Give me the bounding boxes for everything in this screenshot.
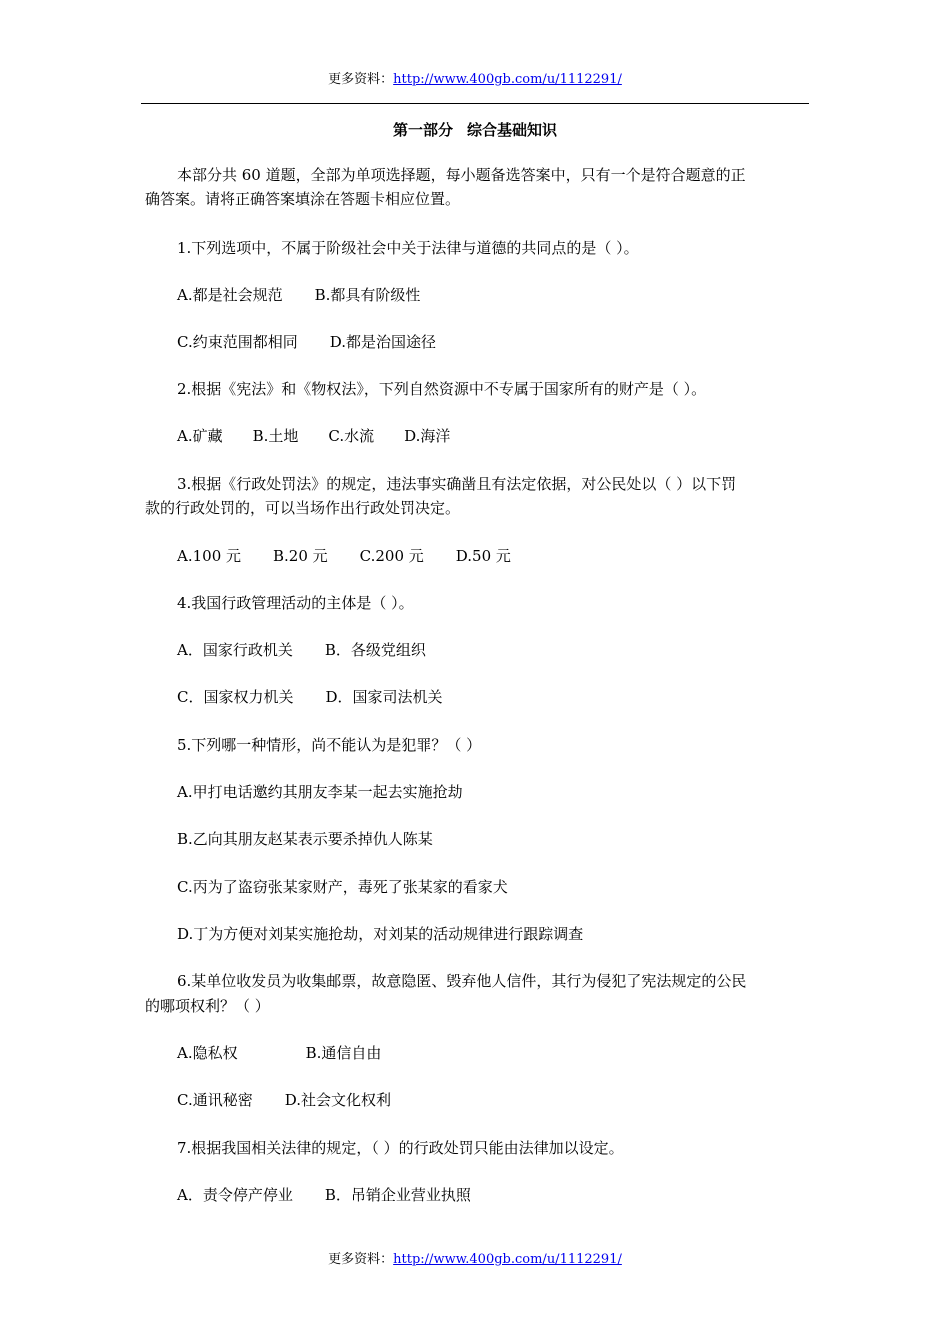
option: B．吊销企业营业执照 <box>324 1186 471 1204</box>
section-title <box>0 119 950 140</box>
question-stem: 2.根据《宪法》和《物权法》，下列自然资源中不专属于国家所有的财产是（ ）。 <box>177 380 707 398</box>
option-line <box>177 425 809 446</box>
header-link[interactable]: http://www.400gb.com/u/1112291/ <box>393 72 622 87</box>
option-line: A.甲打电话邀约其朋友李某一起去实施抢劫 <box>177 783 463 801</box>
header-label: 更多资料： <box>328 72 394 87</box>
section-part: 第一部分 <box>392 121 453 139</box>
question-stem: 1.下列选项中，不属于阶级社会中关于法律与道德的共同点的是（ ）。 <box>177 239 639 257</box>
question-stem: 4.我国行政管理活动的主体是（ ）。 <box>177 594 414 612</box>
option-line <box>177 331 809 352</box>
option: D.海洋 <box>404 427 451 445</box>
option: C.约束范围都相同 <box>177 333 298 351</box>
question-stem: 款的行政处罚的，可以当场作出行政处罚决定。 <box>145 499 461 517</box>
option-line <box>177 545 809 566</box>
intro-line: 确答案。请将正确答案填涂在答题卡相应位置。 <box>145 190 461 208</box>
section-name: 综合基础知识 <box>467 121 558 139</box>
question-stem: 7.根据我国相关法律的规定，（ ）的行政处罚只能由法律加以设定。 <box>177 1139 624 1157</box>
option: A．国家行政机关 <box>177 641 293 659</box>
option: D.都是治国途径 <box>329 333 436 351</box>
footer-link[interactable]: http://www.400gb.com/u/1112291/ <box>393 1252 622 1267</box>
option: A.都是社会规范 <box>177 286 283 304</box>
option-line <box>177 284 809 305</box>
option-line <box>177 639 809 660</box>
intro-line: 本部分共 60 道题，全部为单项选择题，每小题备选答案中，只有一个是符合题意的正 <box>177 166 746 184</box>
option-line <box>177 1184 809 1205</box>
page-header <box>0 68 950 87</box>
option-line: D.丁为方便对刘某实施抢劫，对刘某的活动规律进行跟踪调查 <box>177 925 584 943</box>
option: A.100 元 <box>177 547 241 565</box>
option: B．各级党组织 <box>324 641 426 659</box>
option: B.土地 <box>252 427 299 445</box>
option: B.20 元 <box>273 547 328 565</box>
page-footer <box>0 1248 950 1267</box>
question-stem: 6.某单位收发员为收集邮票，故意隐匿、毁弃他人信件，其行为侵犯了宪法规定的公民 <box>177 972 747 990</box>
option: C.通讯秘密 <box>177 1091 253 1109</box>
option-line <box>177 1089 809 1110</box>
option: C．国家权力机关 <box>177 688 294 706</box>
option: B.都具有阶级性 <box>314 286 421 304</box>
option: A.隐私权 <box>177 1044 238 1062</box>
question-stem: 的哪项权利？（ ） <box>145 997 270 1015</box>
option: D.社会文化权利 <box>284 1091 391 1109</box>
option-line: C.丙为了盗窃张某家财产，毒死了张某家的看家犬 <box>177 878 508 896</box>
question-stem: 5.下列哪一种情形，尚不能认为是犯罪？（ ） <box>177 736 482 754</box>
header-rule <box>141 103 809 104</box>
footer-label: 更多资料： <box>328 1252 394 1267</box>
option: D．国家司法机关 <box>325 688 443 706</box>
option-line <box>177 686 809 707</box>
option-line <box>177 1042 809 1063</box>
option: C.200 元 <box>359 547 424 565</box>
option: B.通信自由 <box>305 1044 382 1062</box>
option-line: B.乙向其朋友赵某表示要杀掉仇人陈某 <box>177 830 433 848</box>
question-stem: 3.根据《行政处罚法》的规定，违法事实确凿且有法定依据，对公民处以（ ）以下罚 <box>177 475 737 493</box>
option: A.矿藏 <box>177 427 223 445</box>
option: A．责令停产停业 <box>177 1186 293 1204</box>
option: D.50 元 <box>455 547 511 565</box>
option: C.水流 <box>328 427 375 445</box>
